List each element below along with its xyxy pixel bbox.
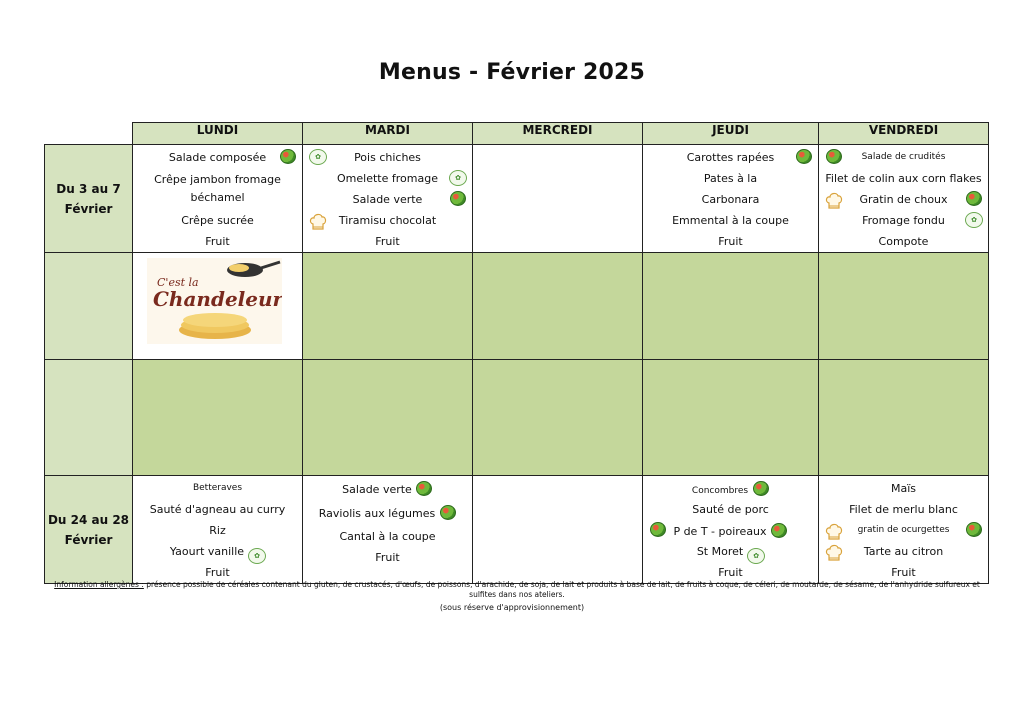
menu-item [303,478,472,499]
menu-item [303,147,472,168]
menu-item-text: Pois chiches [354,151,421,164]
menu-item [819,520,988,541]
menu-item-text: Sauté de porc [692,503,769,516]
menu-item [303,168,472,189]
bio-icon: ✿ [449,170,466,187]
menu-item [643,499,818,520]
menu-item-text: Fromage fondu [862,214,945,227]
menu-item-text: Yaourt vanille [169,545,245,558]
menu-item-text: P de T - poireaux [673,525,767,538]
chandeleur-line2: Chandeleur [153,287,282,311]
menu-item [303,210,472,231]
menu-item-text: Fruit [205,235,230,248]
menu-cell-mercredi [473,145,643,253]
menu-item-text: Omelette fromage [337,172,438,185]
allergen-notice [44,580,990,600]
menu-item [643,189,818,210]
menu-cell-jeudi [643,253,819,360]
week-label: Du 3 au 7 Février [45,145,133,253]
week-label: Du 24 au 28 Février [45,476,133,584]
menu-cell-mardi [303,476,473,584]
salad-icon [439,505,456,522]
menu-item [133,520,302,541]
bio-icon: ✿ [965,212,982,229]
menu-item-text: Tiramisu chocolat [338,214,437,227]
bio-icon: ✿ [309,149,326,166]
menu-item [643,541,818,562]
salad-icon [449,191,466,208]
menu-item-text: Fruit [375,551,400,564]
menu-item-text: Filet de colin aux corn flakes [825,172,982,185]
menu-item [303,189,472,210]
menu-cell-mercredi [473,360,643,476]
salad-icon [279,149,296,166]
menu-item [819,210,988,231]
menu-item-text: Pates à la [703,172,758,185]
salad-icon [965,522,982,539]
header-mardi: MARDI [303,123,473,145]
menu-item [819,499,988,520]
supply-notice: (sous réserve d'approvisionnement) [439,603,585,612]
menu-item-text: Emmental à la coupe [672,214,789,227]
salad-icon [965,191,982,208]
menu-cell-vendredi [819,253,989,360]
menu-item-text: gratin de ocurgettes [857,525,950,535]
menu-item [133,168,302,210]
header-lundi: LUNDI [133,123,303,145]
menu-item-text: Salade composée [168,151,267,164]
chef-hat-icon [825,543,842,560]
menu-item [819,478,988,499]
menu-item-text: Tarte au citron [863,545,944,558]
menu-item [133,541,302,562]
salad-icon [752,481,769,498]
menu-cell-jeudi [643,360,819,476]
menu-cell-vendredi [819,145,989,253]
allergen-label: Information allergènes : [54,580,144,589]
allergen-text: présence possible de céréales contenant du gluten, de crustacés, d'œufs, de poissons, d'arachide, de soja, de lait et produits à base de lait, de fruits à coque, de céleri, de moutarde, de sésame, de l'anhydride sulfureux et sulfites dans nos ateliers. [143,580,980,599]
menu-item [819,168,988,189]
menu-item [643,147,818,168]
chandeleur-line1: C'est la [157,276,199,289]
week-row [45,145,989,253]
salad-icon [649,522,666,539]
menu-item-text: Carbonara [701,193,760,206]
menu-item [303,231,472,252]
menu-item [133,231,302,252]
week-label [45,253,133,360]
menu-item-text: Salade verte [352,193,423,206]
header-mercredi: MERCREDI [473,123,643,145]
menu-item [819,541,988,562]
menu-item-text: Filet de merlu blanc [849,503,958,516]
menu-item-text: Salade verte [342,483,412,496]
menu-item [133,478,302,499]
menu-item-text: Maïs [890,482,917,495]
salad-icon [771,523,788,540]
menu-item-text: Raviolis aux légumes [318,507,436,520]
week-row [45,360,989,476]
menu-item [643,231,818,252]
salad-icon [825,149,842,166]
menu-item [303,526,472,547]
week-row [45,476,989,584]
menu-item-text: Salade de crudités [861,152,946,162]
week-row [45,253,989,360]
menu-item [133,499,302,520]
menu-cell-lundi [133,476,303,584]
menu-cell-lundi [133,360,303,476]
menu-cell-lundi [133,253,303,360]
salad-icon [416,481,433,498]
header-vendredi: VENDREDI [819,123,989,145]
menu-item-text: Cantal à la coupe [339,530,436,543]
menu-item-text: Concombres [691,486,749,496]
menu-cell-vendredi [819,476,989,584]
menu-item-text: Crêpe jambon fromage béchamel [154,173,281,204]
chef-hat-icon [825,191,842,208]
menu-item [133,147,302,168]
menu-item [643,478,818,499]
menu-item-text: Fruit [718,566,743,579]
header-jeudi: JEUDI [643,123,819,145]
day-header-row [45,123,989,145]
menu-item-text: Betteraves [192,483,243,493]
menu-item-text: Crêpe sucrée [181,214,254,227]
menu-item [303,499,472,526]
menu-cell-vendredi [819,360,989,476]
menu-table [44,122,989,584]
menu-cell-jeudi [643,145,819,253]
menu-item-text: Riz [209,524,226,537]
menu-item-text: St Moret [696,545,744,558]
chef-hat-icon [309,212,326,229]
bio-icon: ✿ [248,548,265,565]
menu-item [643,520,818,541]
menu-item-text: Compote [878,235,929,248]
menu-cell-mardi [303,360,473,476]
menu-cell-mercredi [473,476,643,584]
menu-item [643,168,818,189]
menu-item-text: Fruit [718,235,743,248]
menu-item [303,547,472,568]
menu-cell-mardi [303,145,473,253]
menu-item [819,231,988,252]
page-title: Menus - Février 2025 [378,60,646,85]
salad-icon [795,149,812,166]
menu-item-text: Fruit [891,566,916,579]
menu-cell-lundi [133,145,303,253]
menu-item [819,147,988,168]
menu-cell-mercredi [473,253,643,360]
header-corner [45,123,133,145]
menu-item [819,189,988,210]
menu-item [643,210,818,231]
menu-cell-jeudi [643,476,819,584]
chandeleur-illustration [147,258,282,344]
menu-item-text: Gratin de choux [859,193,948,206]
bio-icon: ✿ [747,548,764,565]
menu-item [133,210,302,231]
menu-item-text: Fruit [205,566,230,579]
menu-cell-mardi [303,253,473,360]
menu-item-text: Carottes rapées [686,151,775,164]
menu-item-text: Fruit [375,235,400,248]
week-label [45,360,133,476]
chef-hat-icon [825,522,842,539]
menu-item-text: Sauté d'agneau au curry [149,503,286,516]
